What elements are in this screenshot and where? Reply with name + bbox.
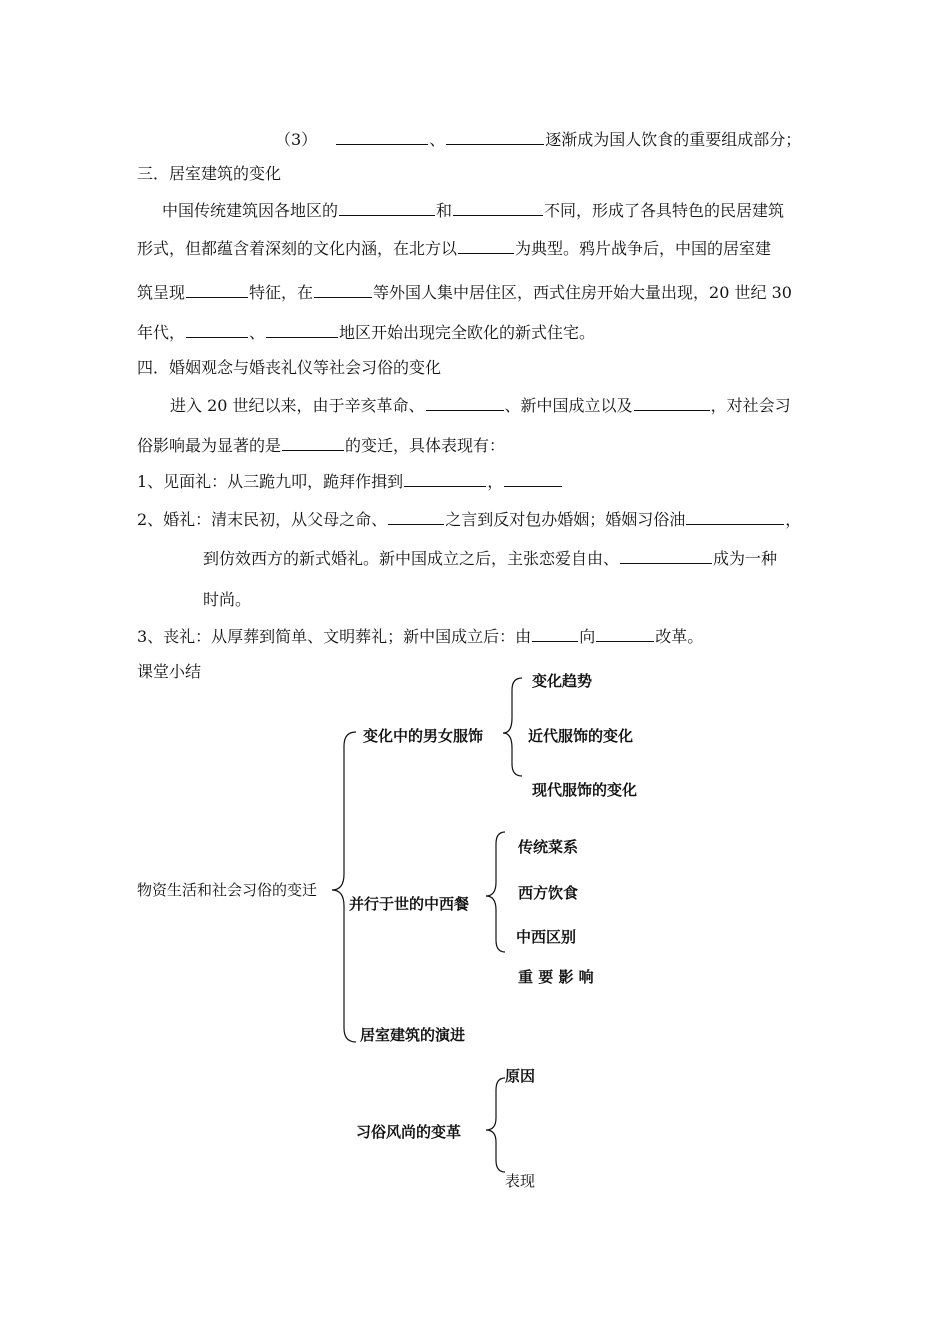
list-item: 3、丧礼：从厚葬到简单、文明葬礼；新中国成立后：由 向 改革。 <box>137 627 704 646</box>
section-heading-housing: 三．居室建筑的变化 <box>137 164 282 183</box>
branch-clothing: 变化中的男女服饰 <box>363 727 484 745</box>
summary-heading: 课堂小结 <box>137 662 202 681</box>
paragraph-line: 中国传统建筑因各地区的 和 不同，形成了各具特色的民居建筑 <box>162 201 785 220</box>
branch-food: 并行于世的中西餐 <box>349 895 470 913</box>
branch-housing: 居室建筑的演进 <box>360 1026 466 1044</box>
branch-customs: 习俗风尚的变革 <box>356 1123 462 1141</box>
leaf-clothing-trend: 变化趋势 <box>532 672 593 690</box>
paragraph-line: 筑呈现 特征，在 等外国人集中居住区，西式住房开始大量出现，20 世纪 30 <box>137 283 792 302</box>
section-heading-customs: 四．婚姻观念与婚丧礼仪等社会习俗的变化 <box>137 358 442 377</box>
food-item-3: （3） 、 逐渐成为国人饮食的重要组成部分； <box>275 130 802 149</box>
paragraph-line: 进入 20 世纪以来，由于辛亥革命、 、新中国成立以及 ，对社会习 <box>170 396 791 415</box>
leaf-customs-manifestation: 表现 <box>505 1172 536 1190</box>
food-bracket <box>486 832 505 952</box>
paragraph-line: 俗影响最为显著的是 的变迁，具体表现有： <box>137 436 506 455</box>
list-item-continued: 时尚。 <box>203 590 252 609</box>
leaf-customs-cause: 原因 <box>505 1067 536 1085</box>
list-item: 2、婚礼：清末民初，从父母之命、 之言到反对包办婚姻；婚姻习俗油 ， <box>137 510 802 529</box>
clothing-bracket <box>503 678 522 776</box>
list-item: 1、见面礼：从三跪九叩，跪拜作揖到 ， <box>137 470 563 493</box>
list-item-continued: 到仿效西方的新式婚礼。新中国成立之后，主张恋爱自由、 成为一种 <box>203 549 778 568</box>
leaf-food-traditional: 传统菜系 <box>518 838 579 856</box>
leaf-clothing-modern-era: 近代服饰的变化 <box>528 727 634 745</box>
leaf-food-western: 西方饮食 <box>518 884 579 902</box>
paragraph-line: 形式，但都蕴含着深刻的文化内涵，在北方以 为典型。鸦片战争后，中国的居室建 <box>137 239 772 258</box>
leaf-clothing-contemporary: 现代服饰的变化 <box>532 781 638 799</box>
customs-bracket <box>486 1078 505 1172</box>
main-bracket <box>332 732 356 1042</box>
paragraph-line: 年代， 、 地区开始出现完全欧化的新式住宅。 <box>137 323 596 342</box>
leaf-food-influence: 重 要 影 响 <box>518 968 594 986</box>
leaf-food-difference: 中西区别 <box>516 928 577 946</box>
item-number: （3） <box>275 130 318 149</box>
mind-map-root: 物资生活和社会习俗的变迁 <box>137 881 318 899</box>
